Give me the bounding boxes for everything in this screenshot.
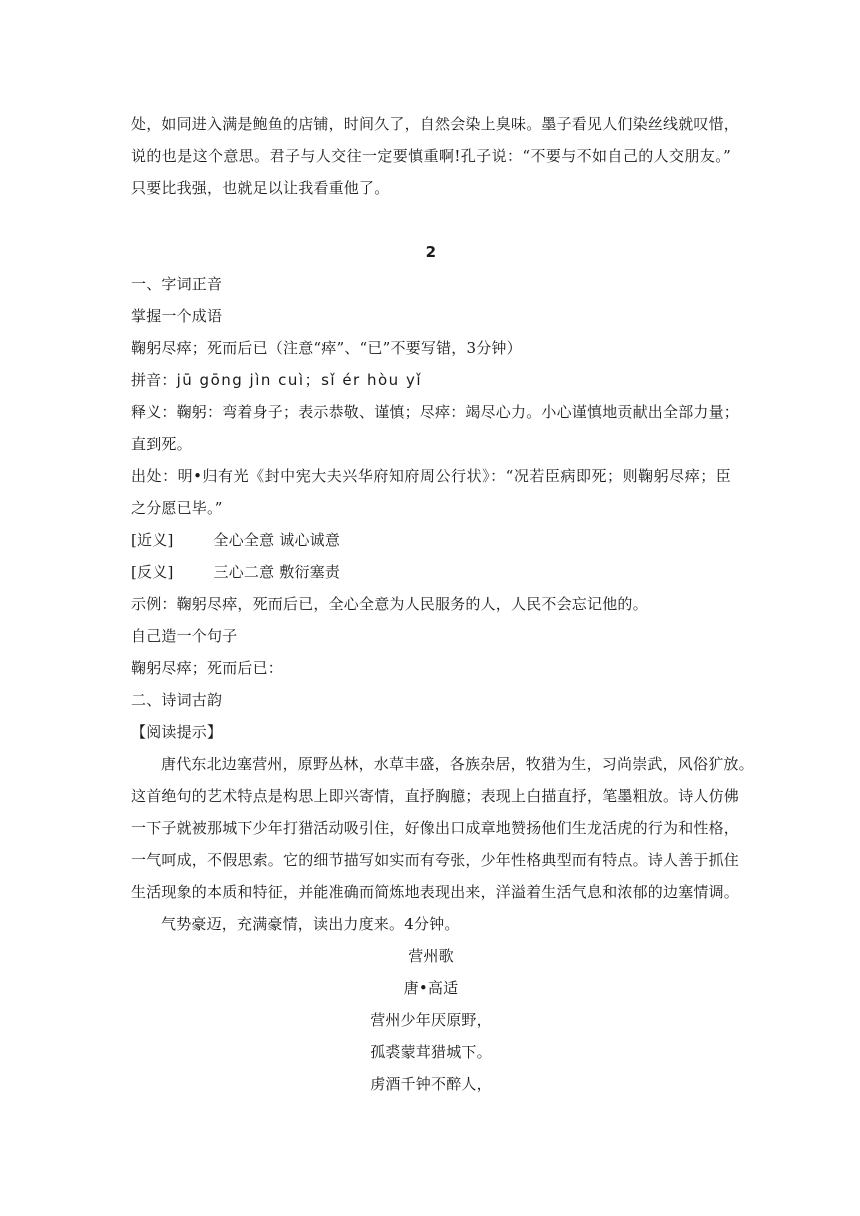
reading-tip-line: 一下子就被那城下少年打猎活动吸引住，好像出口成章地赞扬他们生龙活虎的行为和性格， (131, 819, 740, 837)
section-heading: 二、诗词古韵 (131, 691, 223, 709)
poem-line: 孤裘蒙茸猎城下。 (370, 1043, 492, 1061)
antonym-label: [反义] (131, 563, 174, 581)
paragraph-line: 处，如同进入满是鲍鱼的店铺，时间久了，自然会染上臭味。墨子看见人们染丝线就叹惜， (131, 115, 740, 133)
reading-tip-line: 一气呵成，不假思索。它的细节描写如实而有夸张，少年性格典型而有特点。诗人善于抓住 (131, 851, 740, 869)
reading-instruction: 气势豪迈，充满豪情，读出力度来。4分钟。 (161, 915, 460, 933)
synonym-line (131, 530, 340, 550)
pinyin-line (131, 370, 422, 390)
section-heading: 一、字词正音 (131, 275, 223, 293)
synonym-text: 全心全意 诚心诚意 (213, 531, 341, 549)
meaning-line: 释义：鞠躬：弯着身子；表示恭敬、谨慎；尽瘁：竭尽心力。小心谨慎地贡献出全部力量； (131, 403, 740, 421)
source-line: 之分愿已毕。” (131, 499, 223, 517)
antonym-line (131, 562, 340, 582)
poem-title: 营州歌 (408, 947, 454, 965)
make-sentence-heading: 自己造一个句子 (131, 627, 238, 645)
reading-tip-label: 【阅读提示】 (131, 723, 223, 741)
pinyin-label: 拼音： (131, 371, 177, 389)
paragraph-line: 说的也是这个意思。君子与人交往一定要慎重啊!孔子说：“不要与不如自己的人交朋友。” (131, 147, 731, 165)
section-number: 2 (425, 243, 437, 261)
poem-line: 虏酒千钟不醉人， (370, 1075, 492, 1093)
idiom-line: 鞠躬尽瘁；死而后已（注意“瘁”、“已”不要写错，3分钟） (131, 339, 522, 357)
source-line: 出处：明•归有光《封中宪大夫兴华府知府周公行状》：“况若臣病即死；则鞠躬尽瘁；臣 (131, 467, 731, 485)
antonym-text: 三心二意 敷衍塞责 (213, 563, 341, 581)
reading-tip-line: 生活现象的本质和特征，并能准确而简炼地表现出来，洋溢着生活气息和浓郁的边塞情调。 (131, 883, 740, 901)
reading-tip-line: 这首绝句的艺术特点是构思上即兴寄情，直抒胸臆；表现上白描直抒，笔墨粗放。诗人仿佛 (131, 787, 740, 805)
poem-line: 营州少年厌原野， (370, 1011, 492, 1029)
pinyin-text: jū gōng jìn cuì；sǐ ér hòu yǐ (176, 371, 422, 389)
reading-tip-line: 唐代东北边塞营州，原野丛林，水草丰盛，各族杂居，牧猎为生，习尚崇武，风俗犷放。 (161, 755, 754, 773)
meaning-line: 直到死。 (131, 435, 192, 453)
synonym-label: [近义] (131, 531, 174, 549)
paragraph-line: 只要比我强，也就足以让我看重他了。 (131, 179, 390, 197)
example-line: 示例：鞠躬尽瘁，死而后已，全心全意为人民服务的人，人民不会忘记他的。 (131, 595, 648, 613)
make-sentence-prompt: 鞠躬尽瘁；死而后已： (131, 659, 284, 677)
subheading: 掌握一个成语 (131, 307, 223, 325)
poem-author: 唐•高适 (403, 979, 459, 997)
